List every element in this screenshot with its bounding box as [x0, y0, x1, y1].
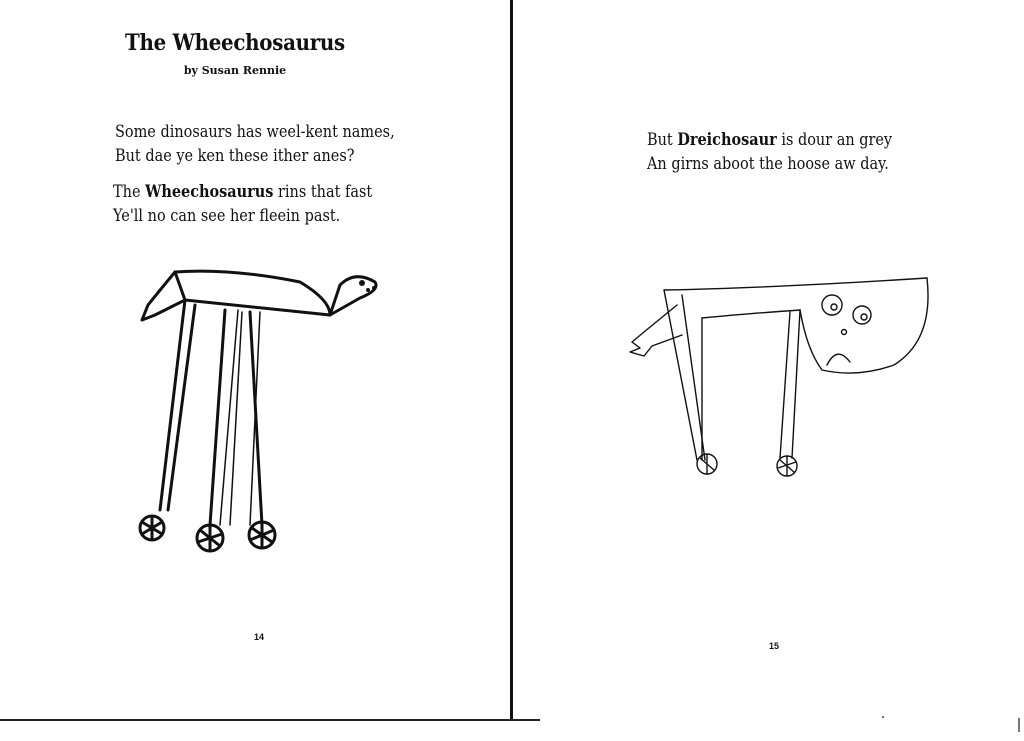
right-page: [512, 0, 1024, 741]
wheechosaurus-drawing: [130, 260, 390, 560]
dinosaur-name-wheechosaurus: Wheechosaurus: [145, 182, 274, 202]
stanza-two-line-1: [113, 180, 372, 204]
stanza-one-line-1: Some dinosaurs has weel-kent names,: [115, 122, 395, 142]
stanza-two: [113, 180, 372, 228]
stanza-two-line-2: Ye'll no can see her fleein past.: [113, 206, 341, 226]
text-run: But: [647, 130, 678, 150]
text-run: is dour an grey: [776, 130, 893, 150]
text-run: rins that fast: [273, 182, 373, 202]
scan-speck: [1018, 718, 1020, 732]
poem-byline: by Susan Rennie: [183, 64, 287, 77]
dreichosaur-drawing: [622, 270, 942, 490]
right-stanza: [647, 128, 892, 176]
text-run: The: [113, 182, 146, 202]
right-stanza-line-2: An girns aboot the hoose aw day.: [647, 154, 889, 174]
right-stanza-line-1: [647, 128, 892, 152]
page-edge-line: [0, 719, 540, 721]
page-number: 15: [769, 641, 780, 651]
page-number: 14: [254, 632, 265, 642]
poem-title: The Wheechosaurus: [125, 30, 345, 56]
dinosaur-name-dreichosaur: Dreichosaur: [677, 130, 777, 150]
stanza-one: [115, 120, 395, 168]
scan-speck: [882, 716, 884, 718]
stanza-one-line-2: But dae ye ken these ither anes?: [115, 146, 355, 166]
